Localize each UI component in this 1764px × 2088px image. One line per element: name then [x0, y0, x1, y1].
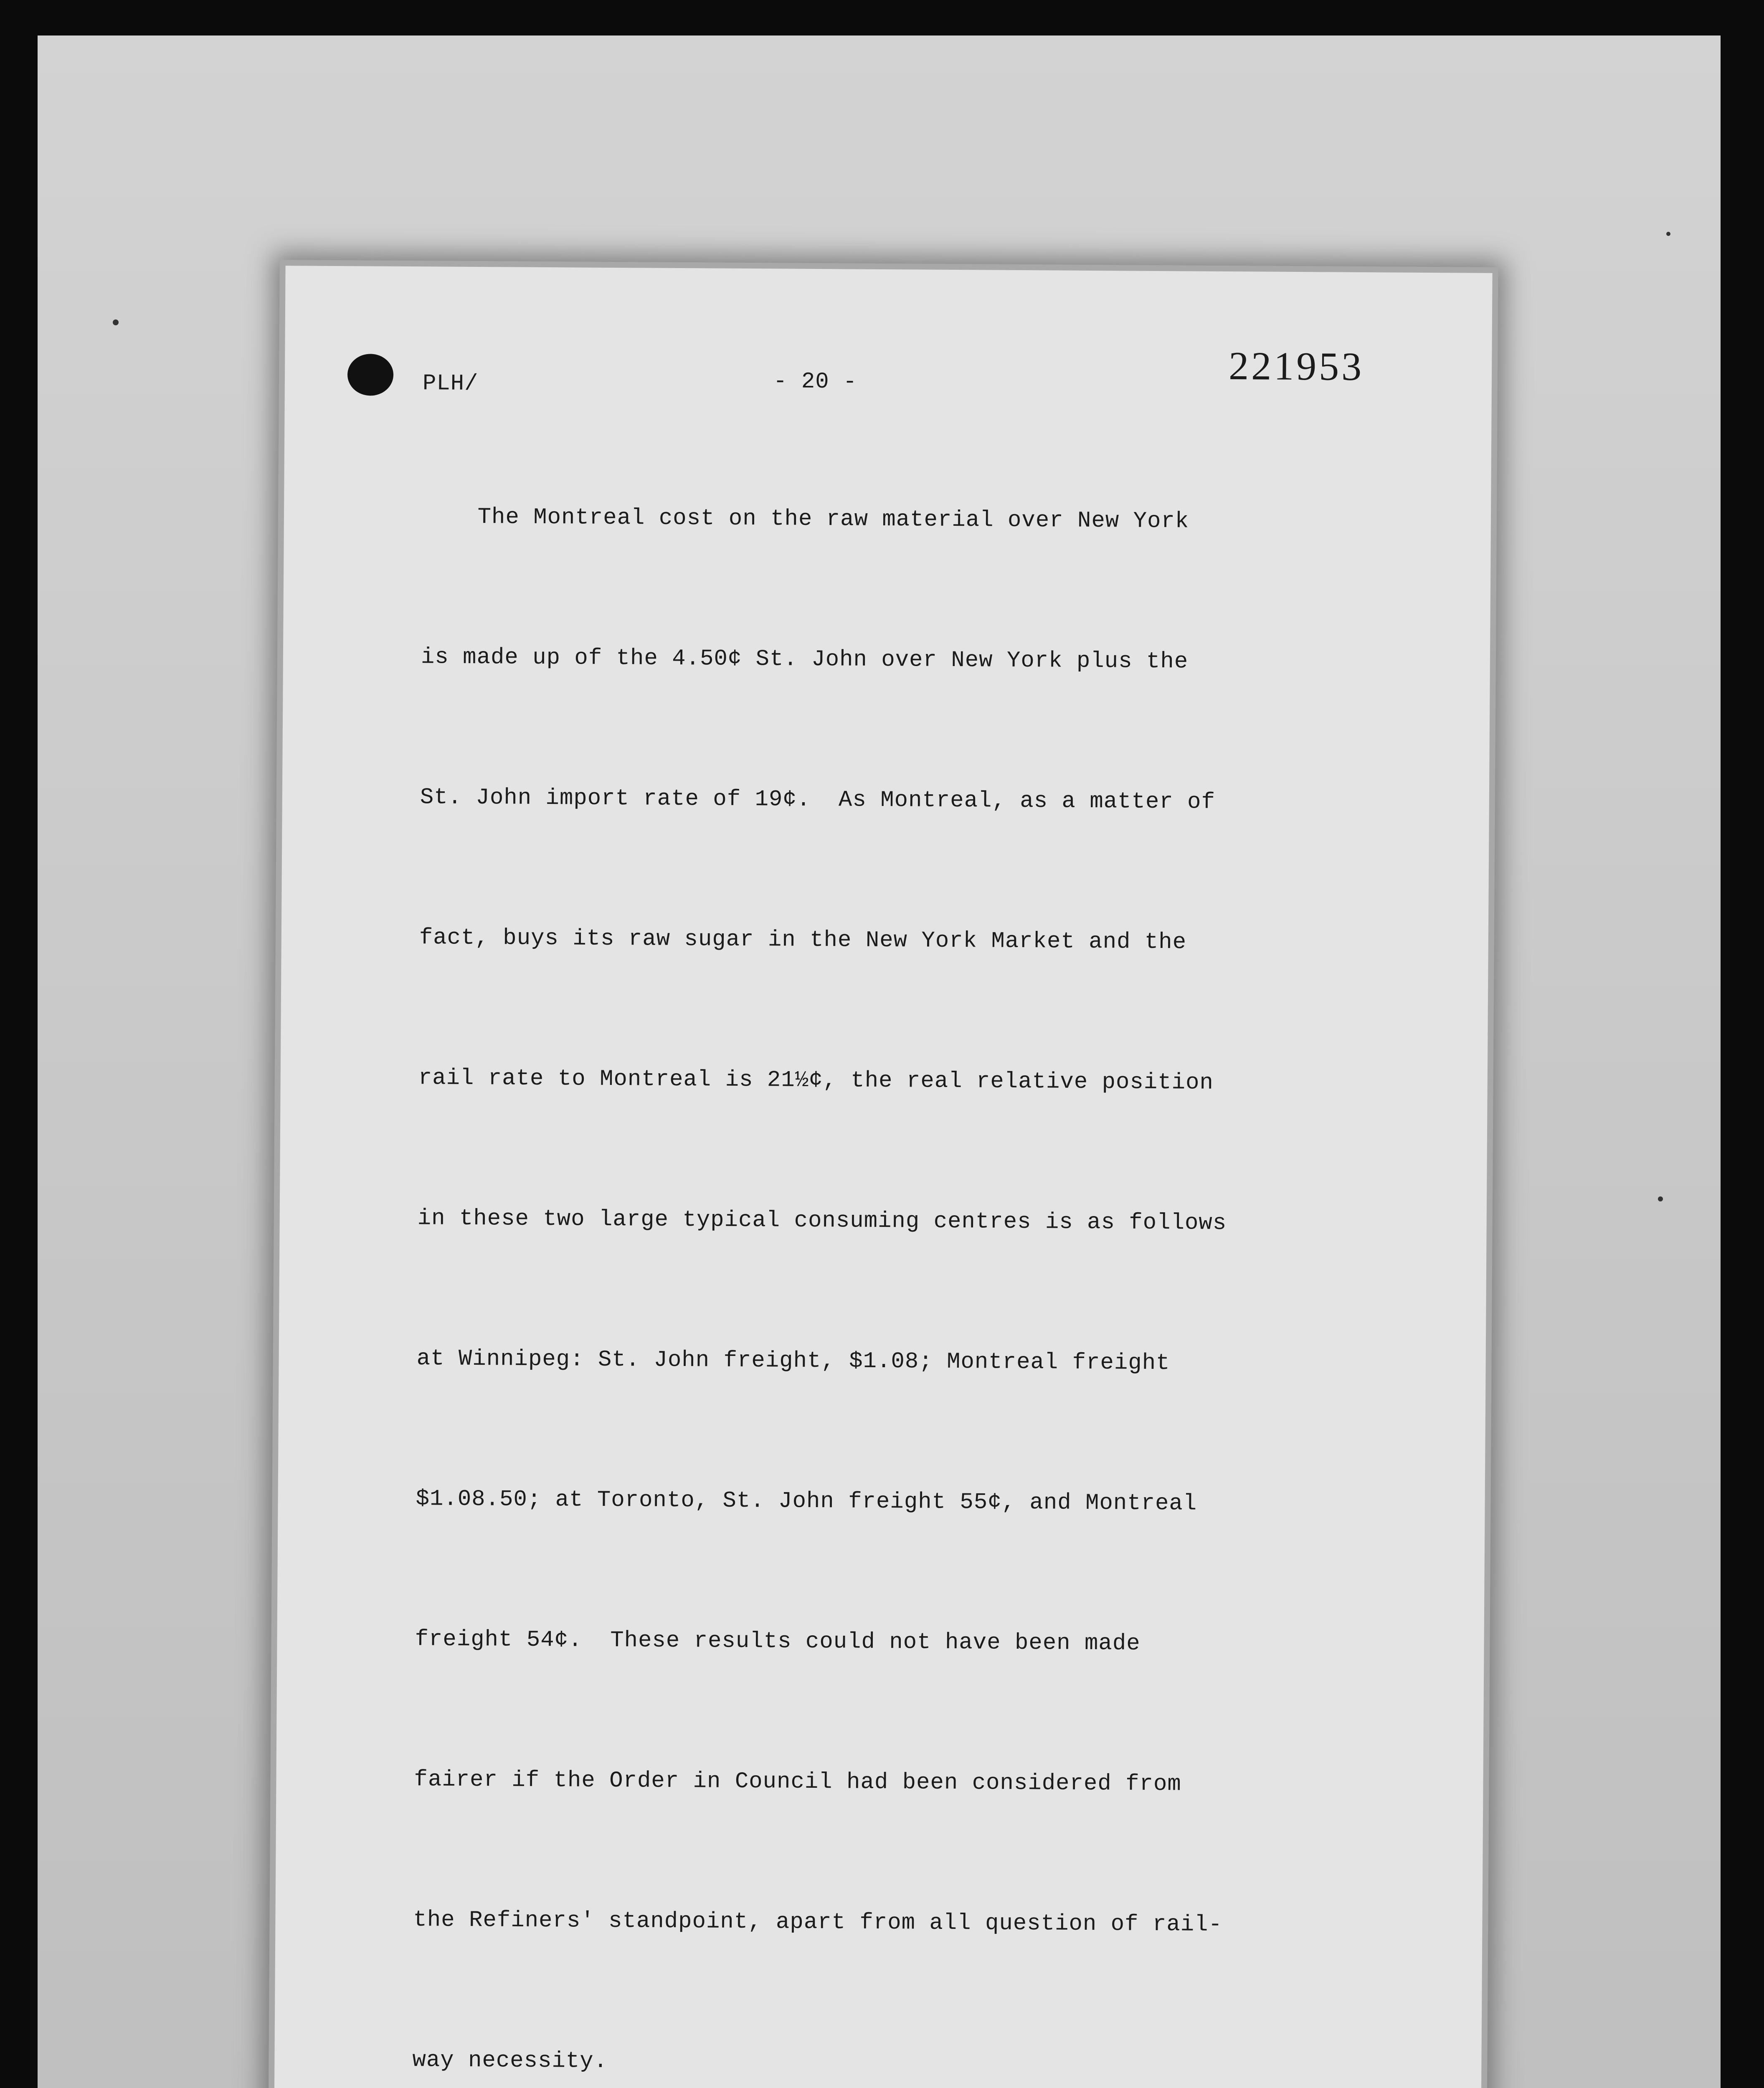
text-line: way necessity. — [412, 2047, 608, 2075]
text-line: The Montreal cost on the raw material over New York — [421, 504, 1189, 535]
page-number: - 20 - — [773, 369, 857, 395]
scan-speck — [113, 319, 119, 325]
scan-speck — [1658, 1196, 1663, 1201]
text-line: the Refiners' standpoint, apart from all question of rail- — [413, 1907, 1223, 1938]
author-initials: PLH/ — [422, 371, 479, 397]
text-line: in these two large typical consuming centres is as follows — [417, 1206, 1227, 1237]
text-line: fact, buys its raw sugar in the New York Market and the — [419, 925, 1187, 955]
text-line: St. John import rate of 19¢. As Montreal, as a matter of — [420, 785, 1216, 815]
text-line: at Winnipeg: St. John freight, $1.08; Montreal freight — [416, 1346, 1170, 1376]
text-line: is made up of the 4.50¢ St. John over New York plus the — [421, 644, 1189, 675]
binder-hole — [347, 354, 394, 396]
text-line: fairer if the Order in Council had been considered from — [414, 1767, 1181, 1797]
document-page — [274, 266, 1492, 2088]
scan-speck — [1666, 232, 1670, 236]
text-line: rail rate to Montreal is 21½¢, the real relative position — [418, 1065, 1214, 1096]
document-body — [393, 400, 1274, 2088]
text-line: freight 54¢. These results could not have been made — [415, 1627, 1141, 1657]
text-line: $1.08.50; at Toronto, St. John freight 55¢, and Montreal — [416, 1486, 1197, 1517]
document-number-stamp: 221953 — [1228, 343, 1364, 389]
microfilm-frame — [38, 35, 1721, 2088]
